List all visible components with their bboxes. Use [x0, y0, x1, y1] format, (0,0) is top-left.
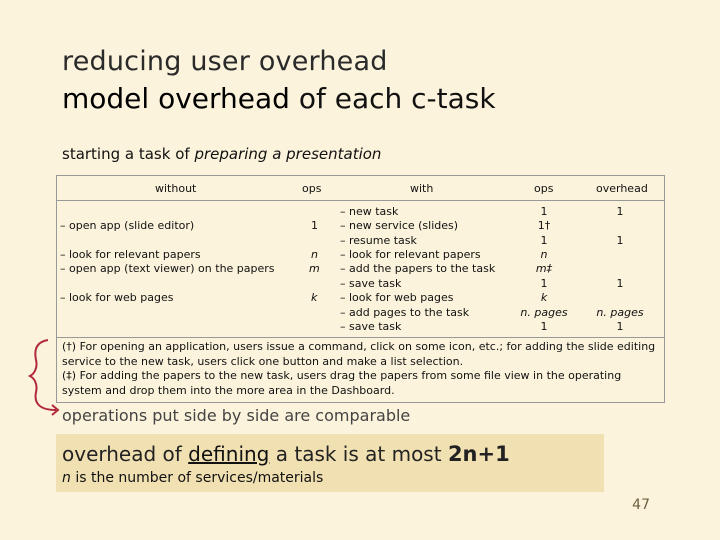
without-row-1: – open app (slide editor): [60, 219, 195, 232]
with-ops-9: 1: [540, 320, 548, 333]
subtitle-prefix: starting a task of: [62, 145, 195, 163]
without-ops-3: n: [311, 248, 318, 261]
header-with: with: [410, 182, 434, 195]
with-ops-4: n: [540, 248, 548, 261]
conclusion-n-variable: n: [62, 470, 71, 486]
overhead-conclusion: [62, 442, 510, 466]
conclusion-formula: 2n+1: [447, 442, 510, 466]
conclusion-defining: defining: [188, 442, 270, 466]
with-ops-7: k: [540, 291, 548, 304]
header-ops-1: ops: [302, 182, 322, 195]
page-number: 47: [632, 497, 650, 513]
with-ops-6: 1: [540, 277, 548, 290]
conclusion-prefix: overhead of: [62, 442, 189, 466]
with-ops-8: n. pages: [520, 306, 568, 319]
conclusion-note: [62, 470, 323, 486]
without-row-4: – open app (text viewer) on the papers: [60, 262, 275, 275]
overhead-8: n. pages: [596, 306, 644, 319]
with-row-7: – look for web pages: [340, 291, 454, 304]
with-row-8: – add pages to the task: [340, 306, 470, 319]
footnote-dagger: (†) For opening an application, users issue a command, click on some icon, etc.; for adding the slide editing service to the new task, users click one button and make a list selection.: [62, 340, 656, 368]
with-row-5: – add the papers to the task: [340, 262, 496, 275]
table-header-rule: [57, 178, 664, 201]
subtitle-emphasis: preparing a presentation: [194, 145, 382, 163]
comparable-statement: operations put side by side are comparable: [62, 406, 411, 425]
without-row-6: – look for web pages: [60, 291, 174, 304]
with-row-9: – save task: [340, 320, 402, 333]
with-ops-1: 1: [540, 205, 548, 218]
conclusion-note-text: is the number of services/materials: [70, 470, 324, 486]
slide-title-line1: reducing user overhead: [62, 46, 388, 77]
without-ops-1: 1: [311, 219, 318, 232]
with-row-1: – new task: [340, 205, 399, 218]
with-row-3: – resume task: [340, 234, 417, 247]
with-ops-5: m‡: [535, 262, 553, 275]
with-row-2: – new service (slides): [340, 219, 459, 232]
overhead-1: 1: [616, 205, 624, 218]
header-overhead: overhead: [596, 182, 648, 195]
title-rest: of each c-task: [289, 82, 496, 115]
bracket-arrow-icon: [26, 336, 62, 416]
subtitle: [62, 145, 381, 163]
without-row-3: – look for relevant papers: [60, 248, 201, 261]
with-row-6: – save task: [340, 277, 402, 290]
footnotes: [62, 340, 657, 398]
title-emphasis: model overhead: [62, 82, 290, 115]
without-ops-6: k: [311, 291, 318, 304]
overhead-6: 1: [616, 277, 624, 290]
with-row-4: – look for relevant papers: [340, 248, 481, 261]
overhead-9: 1: [616, 320, 624, 333]
without-ops-4: m: [309, 262, 320, 275]
with-ops-3: 1: [540, 234, 548, 247]
header-without: without: [155, 182, 197, 195]
overhead-3: 1: [616, 234, 624, 247]
header-ops-2: ops: [534, 182, 554, 195]
footnote-double-dagger: (‡) For adding the papers to the new task, users drag the papers from some file view in the operating system and drop them into the more area in the Dashboard.: [62, 369, 622, 397]
slide-title-line2: [62, 82, 496, 115]
conclusion-middle: a task is at most: [269, 442, 448, 466]
with-ops-2: 1†: [537, 219, 551, 232]
